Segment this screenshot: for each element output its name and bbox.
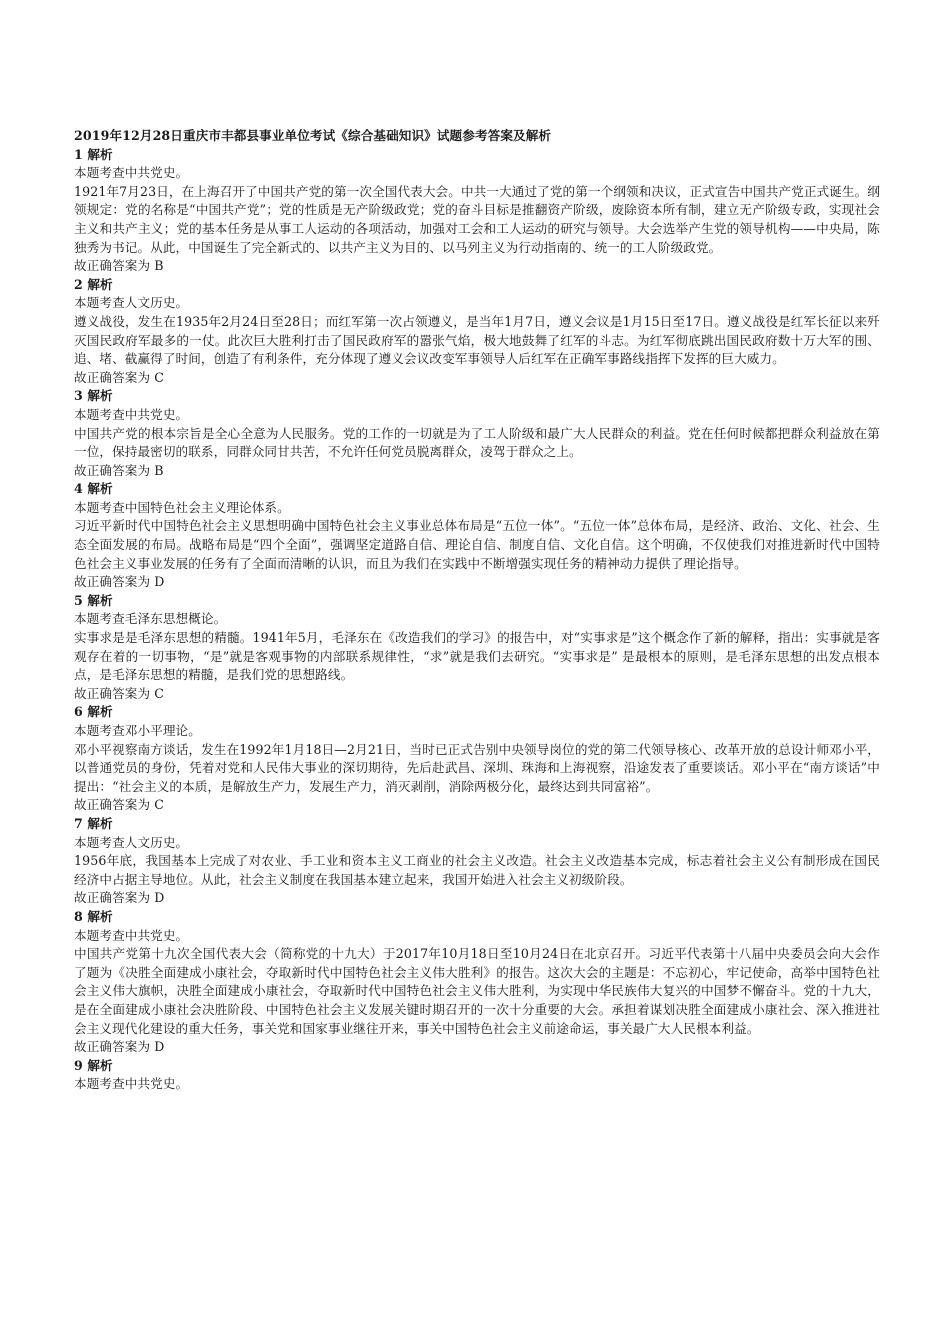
section-topic: 本题考查邓小平理论。 [74,723,201,738]
section-answer: 故正确答案为 D [74,890,165,906]
section-topic: 本题考查中共党史。 [74,927,189,943]
section-heading: 9 解析 [74,1057,113,1073]
section-heading: 7 解析 [74,815,113,831]
document-title: 2019年12月28日重庆市丰都县事业单位考试《综合基础知识》试题参考答案及解析 [74,128,552,143]
section-heading: 6 解析 [74,704,113,720]
section-heading: 8 解析 [74,908,113,924]
section-body: 中国共产党的根本宗旨是全心全意为人民服务。党的工作的一切就是为了工人阶级和最广大人民群众的利益。党在任何时候都把群众利益放在第一位，保持最密切的联系，同群众同甘共苦，不允许任何党员脱离群众，凌驾于群众之上。 [74,425,880,460]
analysis-section-6 [74,703,880,815]
section-topic: 本题考查中共党史。 [74,1076,189,1092]
section-heading: 5 解析 [74,592,113,608]
section-topic: 本题考查中共党史。 [74,406,189,422]
analysis-section-3 [74,387,880,480]
section-topic: 本题考查人文历史。 [74,295,189,311]
section-answer: 故正确答案为 B [74,462,164,478]
section-heading: 4 解析 [74,481,113,497]
section-body: 遵义战役，发生在1935年2月24日至28日；而红军第一次占领遵义，是当年1月7日，遵义会议是1月15日至17日。遵义战役是红军长征以来歼灭国民政府军最多的一仗。此次巨大胜利打击了国民政府军的嚣张气焰，极大地鼓舞了红军的斗志。为红军彻底跳出国民政府数十万大军的围、追、堵、截赢得了时间，创造了有利条件，充分体现了遵义会议改变军事领导人后红军在正确军事路线指挥下发挥的巨大威力。 [74,313,880,367]
analysis-section-7 [74,815,880,908]
section-answer: 故正确答案为 C [74,369,165,385]
section-answer: 故正确答案为 D [74,1039,165,1055]
section-heading: 2 解析 [74,276,113,292]
analysis-section-5 [74,592,880,704]
section-heading: 3 解析 [74,388,113,404]
analysis-section-1 [74,146,880,276]
section-answer: 故正确答案为 B [74,258,164,274]
analysis-section-4 [74,480,880,592]
analysis-section-8 [74,908,880,1057]
section-body: 邓小平视察南方谈话，发生在1992年1月18日—2月21日，当时已正式告别中央领导岗位的党的第二代领导核心、改革开放的总设计师邓小平，以普通党员的身份，凭着对党和人民伟大事业的深切期待，先后赴武昌、深圳、珠海和上海视察，沿途发表了重要谈话。邓小平在“南方谈话”中提出：“社会主义的本质，是解放生产力，发展生产力，消灭剥削，消除两极分化，最终达到共同富裕”。 [74,741,880,794]
section-body: 实事求是是毛泽东思想的精髓。1941年5月，毛泽东在《改造我们的学习》的报告中，对“实事求是”这个概念作了新的解释，指出：实事就是客观存在着的一切事物，“是”就是客观事物的内部联系规律性，“求”就是我们去研究。“实事求是” 是最根本的原则，是毛泽东思想的出发点根本点，是毛泽东思想的精髓，是我们党的思想路线。 [74,630,880,683]
document-content [74,127,880,1094]
section-topic: 本题考查中国特色社会主义理论体系。 [74,499,290,515]
section-body: 中国共产党第十九次全国代表大会（简称党的十九大）于2017年10月18日至10月24日在北京召开。习近平代表第十八届中央委员会向大会作了题为《决胜全面建成小康社会，夺取新时代中国特色社会主义伟大胜利》的报告。这次大会的主题是：不忘初心，牢记使命，高举中国特色社会主义伟大旗帜，决胜全面建成小康社会，夺取新时代中国特色社会主义伟大胜利，为实现中华民族伟大复兴的中国梦不懈奋斗。党的十九大，是在全面建成小康社会决胜阶段、中国特色社会主义发展关键时期召开的一次十分重要的大会。承担着谋划决胜全面建成小康社会、深入推进社会主义现代化建设的重大任务，事关党和国家事业继往开来，事关中国特色社会主义前途命运，事关最广大人民根本利益。 [74,946,880,1036]
section-topic: 本题考查毛泽东思想概论。 [74,611,227,627]
section-answer: 故正确答案为 C [74,685,165,701]
section-body: 1921年7月23日，在上海召开了中国共产党的第一次全国代表大会。中共一大通过了党的第一个纲领和决议，正式宣告中国共产党正式诞生。纲领规定：党的名称是“中国共产党”；党的性质是无产阶级政党；党的奋斗目标是推翻资产阶级，废除资本所有制，建立无产阶级专政，实现社会主义和共产主义；党的基本任务是从事工人运动的各项活动，加强对工会和工人运动的研究与领导。大会选举产生党的领导机构——中央局，陈独秀为书记。从此，中国诞生了完全新式的、以共产主义为目的、以马列主义为行动指南的、统一的工人阶级政党。 [74,183,880,255]
section-body: 习近平新时代中国特色社会主义思想明确中国特色社会主义事业总体布局是“五位一体”。“五位一体”总体布局，是经济、政治、文化、社会、生态全面发展的布局。战略布局是“四个全面”，强调坚定道路自信、理论自信、制度自信、文化自信。这个明确，不仅使我们对推进新时代中国特色社会主义事业发展的任务有了全面而清晰的认识，而且为我们在实践中不断增强实现任务的精神动力提供了理论指导。 [74,518,880,571]
section-topic: 本题考查中共党史。 [74,165,189,181]
analysis-section-9 [74,1057,880,1094]
section-topic: 本题考查人文历史。 [74,834,189,850]
section-answer: 故正确答案为 C [74,797,165,813]
section-answer: 故正确答案为 D [74,574,165,590]
section-heading: 1 解析 [74,146,113,162]
section-body: 1956年底，我国基本上完成了对农业、手工业和资本主义工商业的社会主义改造。社会主义改造基本完成，标志着社会主义公有制形成在国民经济中占据主导地位。从此，社会主义制度在我国基本建立起来，我国开始进入社会主义初级阶段。 [74,853,880,887]
analysis-section-2 [74,276,880,388]
